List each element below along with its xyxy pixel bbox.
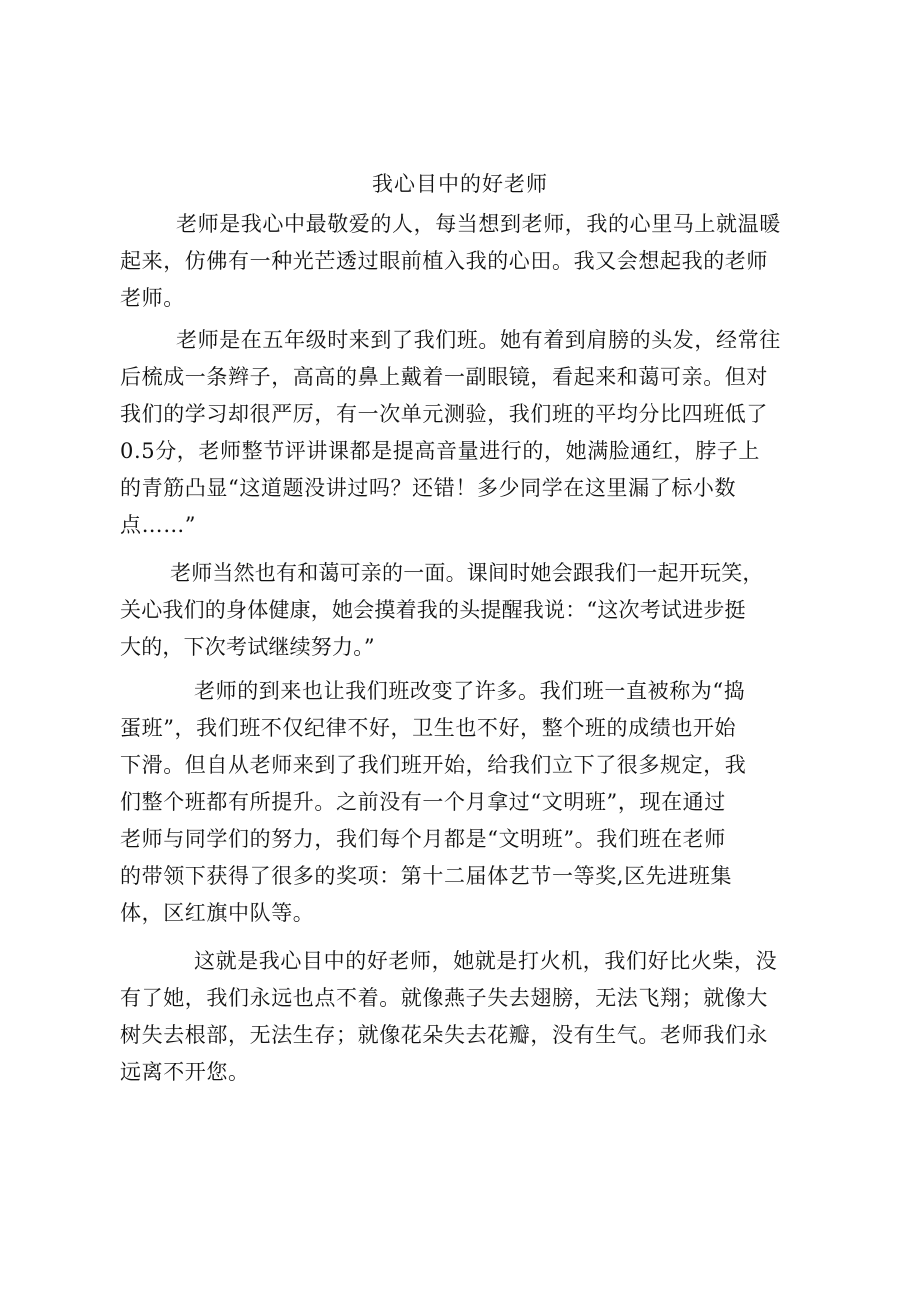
text-line: 我们的学习却很严厉，有一次单元测验，我们班的平均分比四班低了 xyxy=(120,402,768,426)
text-line: 老师是我心中最敬爱的人，每当想到老师，我的心里马上就温暖 xyxy=(176,212,781,236)
text-line: 的带领下获得了很多的奖项：第十二届体艺节一等奖,区先进班集 xyxy=(120,864,733,888)
text-line: 的青筋凸显“这道题没讲过吗？还错！多少同学在这里漏了标小数 xyxy=(120,476,737,500)
text-line: 0.5分，老师整节评讲课都是提高音量进行的，她满脸通红，脖子上 xyxy=(120,439,760,463)
paragraph-1 xyxy=(120,206,781,317)
text-line: 关心我们的身体健康，她会摸着我的头提醒我说：“这次考试进步挺 xyxy=(120,598,746,622)
text-line: 大的，下次考试继续努力。” xyxy=(120,635,375,659)
text-line: 老师与同学们的努力，我们每个月都是“文明班”。我们班在老师 xyxy=(120,827,726,851)
text-line: 蛋班”，我们班不仅纪律不好，卫生也不好，整个班的成绩也开始 xyxy=(120,716,737,740)
paragraph-3 xyxy=(120,555,764,666)
text-line: 体，区红旗中队等。 xyxy=(120,901,315,925)
essay-title: 我心目中的好老师 xyxy=(372,172,548,196)
text-line: 老师的到来也让我们班改变了许多。我们班一直被称为“捣 xyxy=(194,679,746,703)
paragraph-5 xyxy=(120,943,777,1091)
paragraph-2 xyxy=(120,322,781,544)
text-line: 老师当然也有和蔼可亲的一面。课间时她会跟我们一起开玩笑， xyxy=(170,561,764,585)
text-line: 远离不开您。 xyxy=(120,1060,250,1084)
text-line: 起来，仿佛有一种光芒透过眼前植入我的心田。我又会想起我的老师 xyxy=(120,249,768,273)
text-line: 老师是在五年级时来到了我们班。她有着到肩膀的头发，经常往 xyxy=(176,328,781,352)
text-line: 点……” xyxy=(120,513,197,537)
text-line: 们整个班都有所提升。之前没有一个月拿过“文明班”，现在通过 xyxy=(120,790,726,814)
text-line: 老师。 xyxy=(120,286,185,310)
paragraph-4 xyxy=(120,673,746,932)
text-line: 这就是我心目中的好老师，她就是打火机，我们好比火柴，没 xyxy=(194,949,778,973)
text-line: 下滑。但自从老师来到了我们班开始，给我们立下了很多规定，我 xyxy=(120,753,747,777)
text-line: 有了她，我们永远也点不着。就像燕子失去翅膀，无法飞翔；就像大 xyxy=(120,986,768,1010)
text-line: 后梳成一条辫子，高高的鼻上戴着一副眼镜，看起来和蔼可亲。但对 xyxy=(120,365,768,389)
text-line: 树失去根部，无法生存；就像花朵失去花瓣，没有生气。老师我们永 xyxy=(120,1023,768,1047)
